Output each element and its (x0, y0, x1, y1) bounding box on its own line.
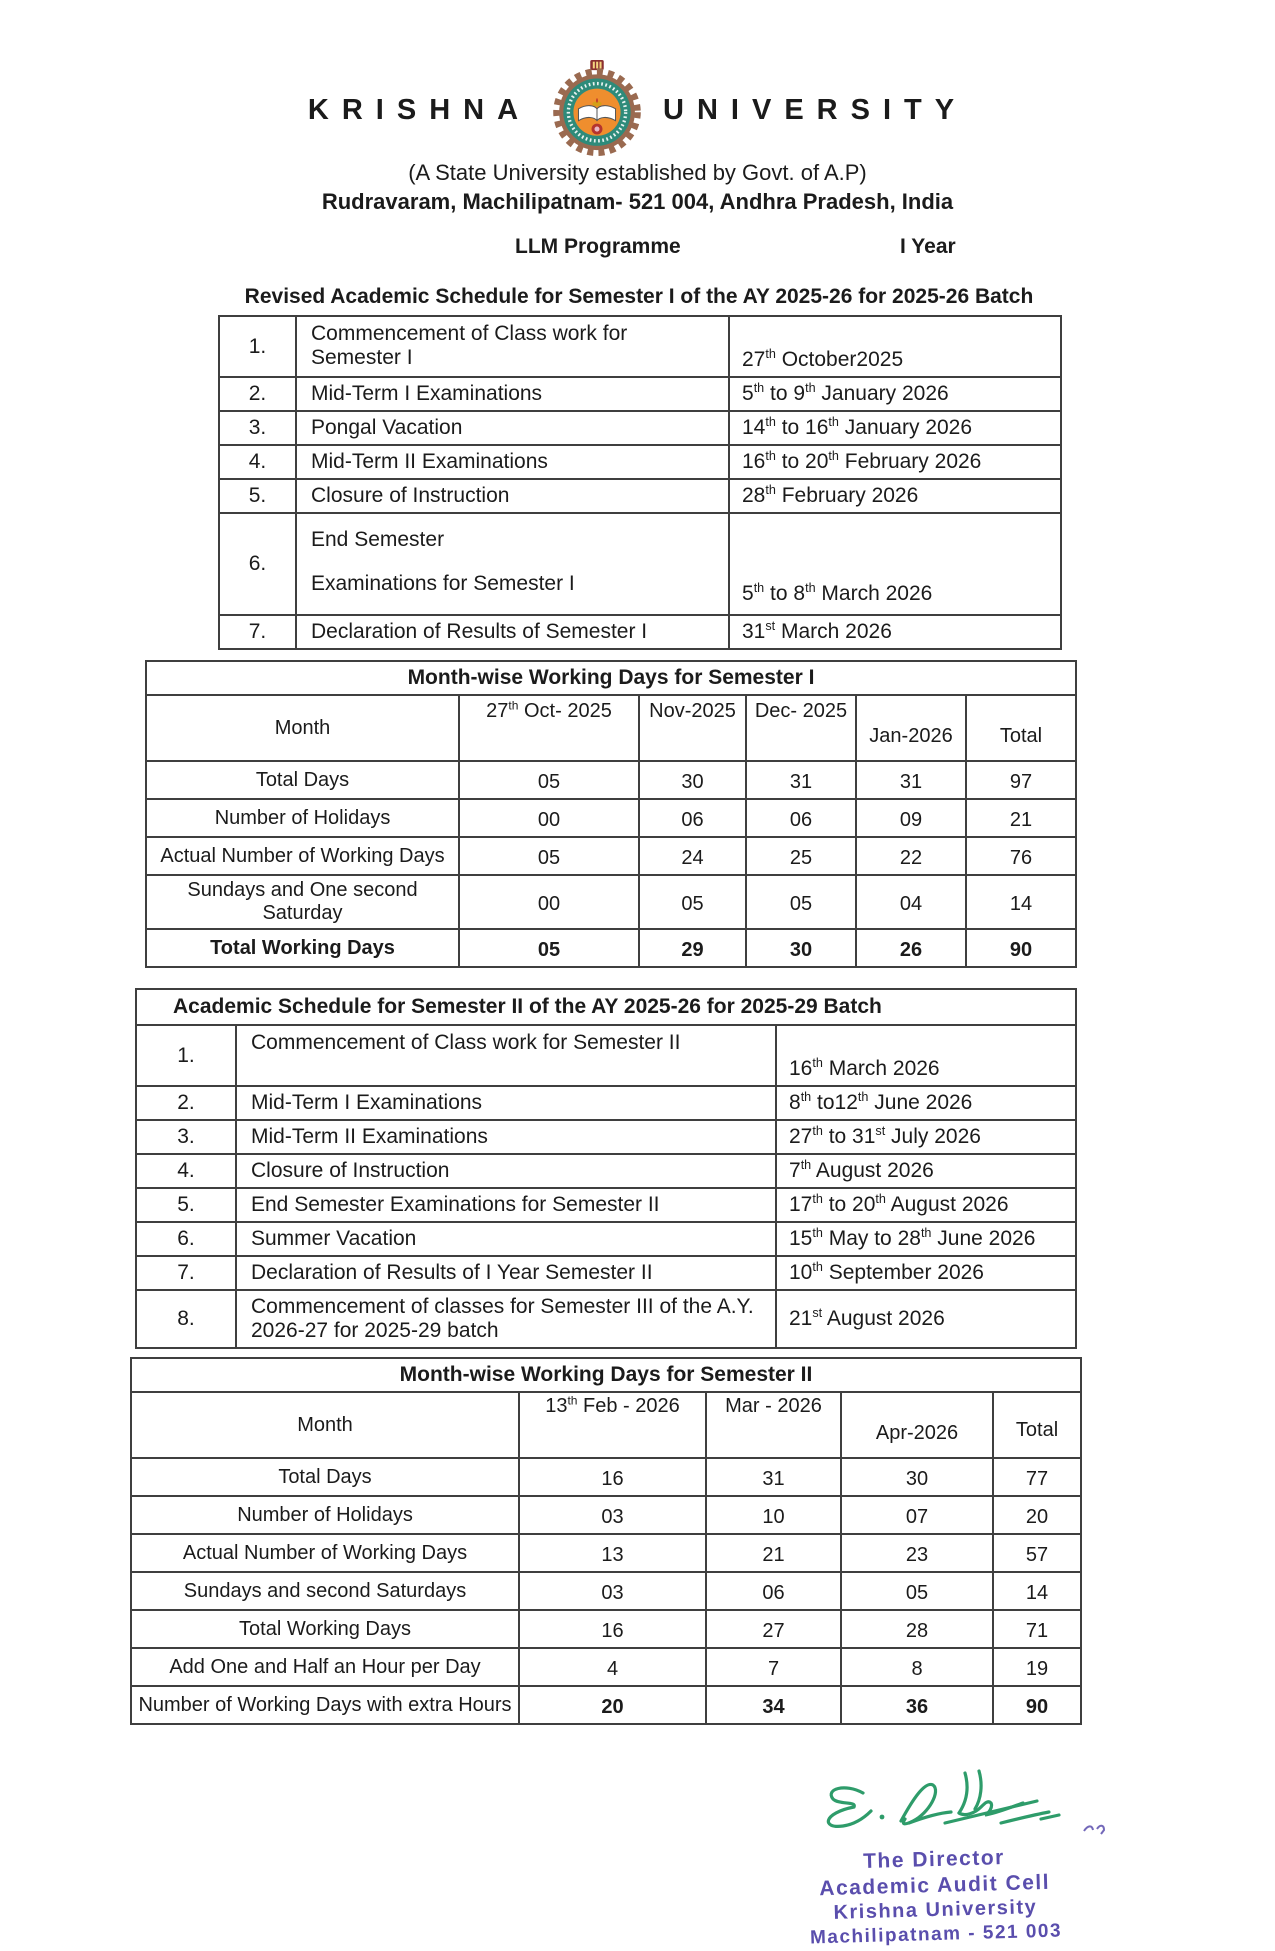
day-count: 8 (841, 1648, 993, 1686)
row-number: 4. (136, 1154, 236, 1188)
event-date: 21st August 2026 (776, 1290, 1076, 1348)
event-name: Mid-Term I Examinations (296, 377, 729, 411)
event-name: Declaration of Results of Semester I (296, 615, 729, 649)
row-label: Sundays and second Saturdays (131, 1572, 519, 1610)
row-number: 2. (136, 1086, 236, 1120)
event-date: 14th to 16th January 2026 (729, 411, 1061, 445)
row-label: Total Working Days (131, 1610, 519, 1648)
day-count: 06 (706, 1572, 841, 1610)
semester1-schedule-table (218, 315, 1062, 650)
day-count: 07 (841, 1496, 993, 1534)
schedule-row (136, 1188, 1076, 1222)
event-date: 7th August 2026 (776, 1154, 1076, 1188)
column-header: 13th Feb - 2026 (519, 1392, 706, 1458)
column-header: Apr-2026 (841, 1392, 993, 1458)
stamp-line: The Director (862, 1846, 1006, 1873)
event-name: Commencement of Class work for Semester II (236, 1025, 776, 1086)
signature-icon (805, 1759, 1065, 1845)
day-count: 14 (966, 875, 1076, 929)
day-count: 26 (856, 929, 966, 967)
day-count: 71 (993, 1610, 1081, 1648)
stamp-line: Academic Audit Cell (819, 1870, 1051, 1900)
working-days-row (131, 1572, 1081, 1610)
event-name: Closure of Instruction (296, 479, 729, 513)
programme-name: LLM Programme (515, 235, 681, 258)
row-label: Number of Working Days with extra Hours (131, 1686, 519, 1724)
office-stamp (744, 1842, 1127, 1951)
working-days-row (146, 875, 1076, 929)
working-days-row (131, 1496, 1081, 1534)
day-count: 03 (519, 1496, 706, 1534)
month-column-header: Month (146, 695, 459, 761)
row-label: Add One and Half an Hour per Day (131, 1648, 519, 1686)
working-days-row (146, 761, 1076, 799)
row-number: 2. (219, 377, 296, 411)
event-date: 10th September 2026 (776, 1256, 1076, 1290)
day-count: 36 (841, 1686, 993, 1724)
schedule-row (219, 377, 1061, 411)
event-name: Declaration of Results of I Year Semester II (236, 1256, 776, 1290)
column-header: Jan-2026 (856, 695, 966, 761)
row-label: Sundays and One second Saturday (146, 875, 459, 929)
schedule-row (219, 411, 1061, 445)
row-number: 8. (136, 1290, 236, 1348)
university-name-right: UNIVERSITY (663, 93, 968, 126)
event-date: 15th May to 28th June 2026 (776, 1222, 1076, 1256)
university-name-left: KRISHNA (307, 93, 532, 126)
event-name: Mid-Term II Examinations (236, 1120, 776, 1154)
column-header: Dec- 2025 (746, 695, 856, 761)
day-count: 90 (966, 929, 1076, 967)
day-count: 27 (706, 1610, 841, 1648)
row-label: Actual Number of Working Days (146, 837, 459, 875)
day-count: 00 (459, 875, 639, 929)
row-number: 7. (136, 1256, 236, 1290)
semester2-schedule-title: Academic Schedule for Semester II of the AY 2025-26 for 2025-29 Batch (136, 989, 1076, 1025)
day-count: 06 (746, 799, 856, 837)
programme-row (0, 231, 1275, 265)
day-count: 30 (841, 1458, 993, 1496)
working-days-row (131, 1458, 1081, 1496)
day-count: 20 (993, 1496, 1081, 1534)
day-count: 05 (841, 1572, 993, 1610)
semester1-schedule-title: Revised Academic Schedule for Semester I of the AY 2025-26 for 2025-26 Batch (244, 285, 1034, 308)
row-number: 5. (219, 479, 296, 513)
month-column-header: Month (131, 1392, 519, 1458)
letterhead (0, 0, 1275, 265)
row-number: 5. (136, 1188, 236, 1222)
event-date: 31st March 2026 (729, 615, 1061, 649)
row-number: 6. (219, 513, 296, 615)
event-date: 27th to 31st July 2026 (776, 1120, 1076, 1154)
row-number: 3. (219, 411, 296, 445)
row-label: Actual Number of Working Days (131, 1534, 519, 1572)
day-count: 21 (966, 799, 1076, 837)
day-count: 34 (706, 1686, 841, 1724)
day-count: 21 (706, 1534, 841, 1572)
day-count: 25 (746, 837, 856, 875)
university-logo-icon (545, 60, 649, 161)
row-label: Number of Holidays (131, 1496, 519, 1534)
day-count: 29 (639, 929, 746, 967)
day-count: 31 (856, 761, 966, 799)
event-date: 8th to12th June 2026 (776, 1086, 1076, 1120)
schedule-row (136, 1290, 1076, 1348)
day-count: 76 (966, 837, 1076, 875)
semester2-schedule-table (135, 988, 1077, 1349)
column-header: Nov-2025 (639, 695, 746, 761)
day-count: 14 (993, 1572, 1081, 1610)
day-count: 31 (706, 1458, 841, 1496)
row-number: 1. (136, 1025, 236, 1086)
table-title-row (131, 1358, 1081, 1392)
semester1-working-days-table (145, 660, 1077, 968)
column-header-row (146, 695, 1076, 761)
row-label: Total Working Days (146, 929, 459, 967)
event-date: 16th March 2026 (776, 1025, 1076, 1086)
schedule-row (136, 1256, 1076, 1290)
table-title-row (136, 989, 1076, 1025)
event-date: 16th to 20th February 2026 (729, 445, 1061, 479)
schedule-row (219, 445, 1061, 479)
event-name: Pongal Vacation (296, 411, 729, 445)
row-label: Number of Holidays (146, 799, 459, 837)
working-days-row (131, 1610, 1081, 1648)
university-subtitle: (A State University established by Govt. of A.P) (408, 160, 867, 185)
row-number: 6. (136, 1222, 236, 1256)
day-count: 90 (993, 1686, 1081, 1724)
day-count: 03 (519, 1572, 706, 1610)
working-days-row (146, 837, 1076, 875)
day-count: 77 (993, 1458, 1081, 1496)
schedule-row (219, 316, 1061, 377)
day-count: 05 (639, 875, 746, 929)
day-count: 28 (841, 1610, 993, 1648)
row-label: Total Days (146, 761, 459, 799)
stamp-line: Machilipatnam - 521 003 (809, 1920, 1063, 1949)
event-name: Mid-Term II Examinations (296, 445, 729, 479)
day-count: 16 (519, 1458, 706, 1496)
event-name: End Semester Examinations for Semester I (296, 513, 729, 615)
event-name: End Semester Examinations for Semester II (236, 1188, 776, 1222)
column-header: Mar - 2026 (706, 1392, 841, 1458)
day-count: 57 (993, 1534, 1081, 1572)
day-count: 06 (639, 799, 746, 837)
stamp-smudge-mark (1081, 1821, 1107, 1837)
event-date: 28th February 2026 (729, 479, 1061, 513)
university-address: Rudravaram, Machilipatnam- 521 004, Andhra Pradesh, India (321, 189, 954, 214)
row-number: 7. (219, 615, 296, 649)
day-count: 23 (841, 1534, 993, 1572)
event-name: Commencement of classes for Semester III of the A.Y. 2026-27 for 2025-29 batch (236, 1290, 776, 1348)
working-days-row (146, 799, 1076, 837)
stamp-line: Krishna University (833, 1896, 1038, 1925)
working-days-title: Month-wise Working Days for Semester I (146, 661, 1076, 695)
row-number: 3. (136, 1120, 236, 1154)
schedule-row (219, 615, 1061, 649)
year-label: I Year (900, 235, 956, 258)
event-date: 27th October2025 (729, 316, 1061, 377)
signature-block (745, 1759, 1125, 1949)
column-header: 27th Oct- 2025 (459, 695, 639, 761)
working-days-row (146, 929, 1076, 967)
schedule-row (219, 513, 1061, 615)
day-count: 05 (459, 929, 639, 967)
day-count: 05 (459, 837, 639, 875)
day-count: 04 (856, 875, 966, 929)
column-header-row (131, 1392, 1081, 1458)
day-count: 13 (519, 1534, 706, 1572)
day-count: 97 (966, 761, 1076, 799)
table-title-row (146, 661, 1076, 695)
column-header: Total (993, 1392, 1081, 1458)
event-name: Commencement of Class work for Semester I (296, 316, 729, 377)
working-days-row (131, 1534, 1081, 1572)
row-number: 1. (219, 316, 296, 377)
row-number: 4. (219, 445, 296, 479)
column-header: Total (966, 695, 1076, 761)
day-count: 22 (856, 837, 966, 875)
working-days-row (131, 1686, 1081, 1724)
event-name: Closure of Instruction (236, 1154, 776, 1188)
event-name: Summer Vacation (236, 1222, 776, 1256)
day-count: 09 (856, 799, 966, 837)
day-count: 05 (746, 875, 856, 929)
working-days-row (131, 1648, 1081, 1686)
day-count: 4 (519, 1648, 706, 1686)
schedule-row (136, 1154, 1076, 1188)
schedule-row (219, 479, 1061, 513)
day-count: 19 (993, 1648, 1081, 1686)
day-count: 24 (639, 837, 746, 875)
schedule-row (136, 1025, 1076, 1086)
row-label: Total Days (131, 1458, 519, 1496)
working-days-title: Month-wise Working Days for Semester II (131, 1358, 1081, 1392)
schedule-row (136, 1120, 1076, 1154)
day-count: 00 (459, 799, 639, 837)
day-count: 16 (519, 1610, 706, 1648)
day-count: 10 (706, 1496, 841, 1534)
university-title-line (0, 62, 1275, 158)
day-count: 31 (746, 761, 856, 799)
event-date: 5th to 8th March 2026 (729, 513, 1061, 615)
day-count: 20 (519, 1686, 706, 1724)
semester2-working-days-table (130, 1357, 1082, 1725)
day-count: 05 (459, 761, 639, 799)
day-count: 7 (706, 1648, 841, 1686)
event-name: Mid-Term I Examinations (236, 1086, 776, 1120)
schedule-row (136, 1222, 1076, 1256)
schedule-row (136, 1086, 1076, 1120)
day-count: 30 (639, 761, 746, 799)
event-date: 5th to 9th January 2026 (729, 377, 1061, 411)
day-count: 30 (746, 929, 856, 967)
event-date: 17th to 20th August 2026 (776, 1188, 1076, 1222)
